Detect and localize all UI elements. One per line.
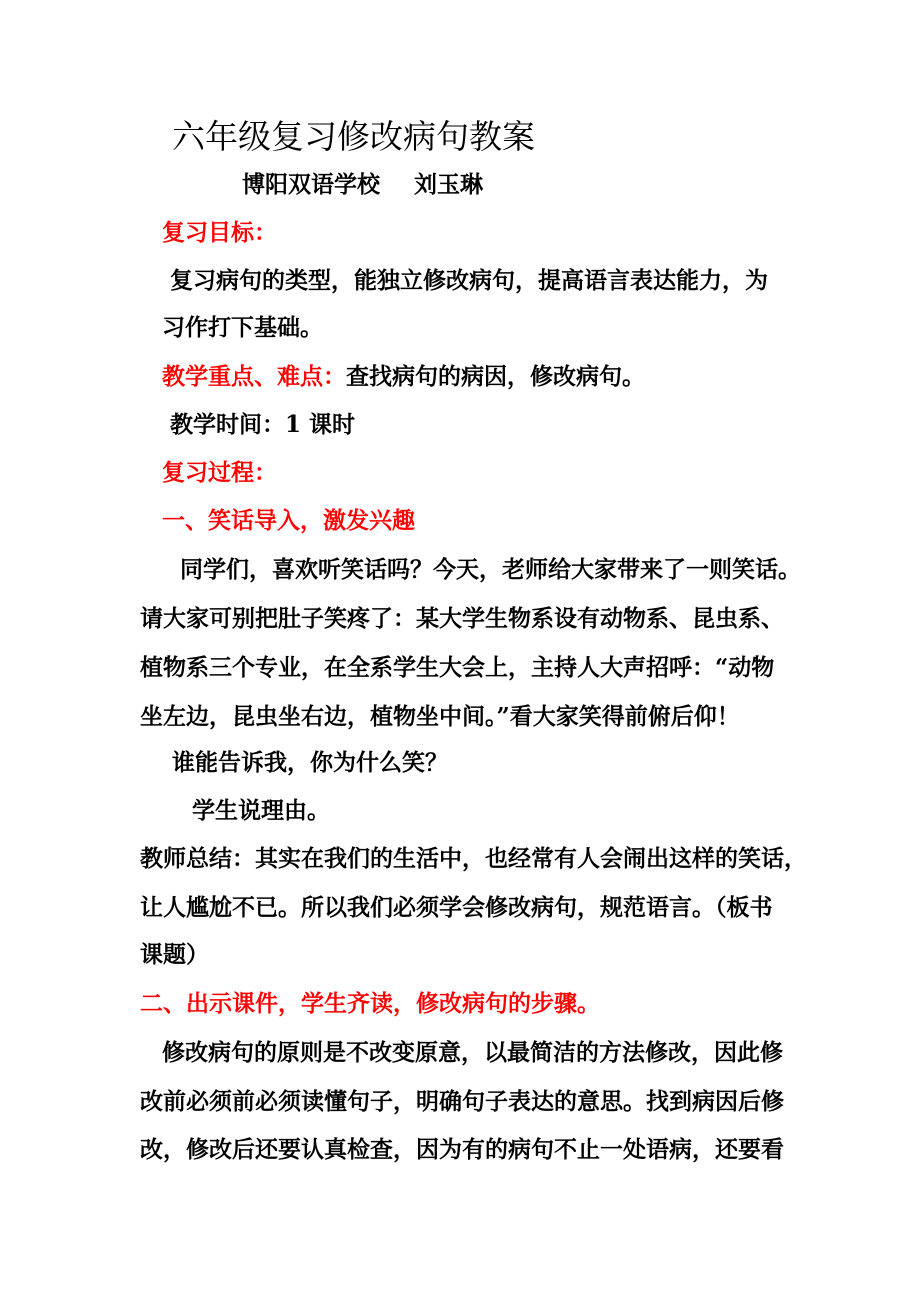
section1-heading: 一、笑话导入，激发兴趣 (162, 507, 415, 534)
goal-text-line: 复习病句的类型，能独立修改病句，提高语言表达能力，为 (170, 267, 768, 294)
teaching-time: 教学时间：1 课时 (170, 411, 356, 438)
section2-paragraph-line: 修改病句的原则是不改变原意，以最简洁的方法修改，因此修 (162, 1039, 783, 1066)
process-heading: 复习过程： (162, 459, 277, 486)
teacher-summary-line: 教师总结：其实在我们的生活中，也经常有人会闹出这样的笑话， (140, 845, 807, 872)
author-line (242, 170, 483, 200)
section2-paragraph-line: 改，修改后还要认真检查，因为有的病句不止一处语病，还要看 (140, 1136, 784, 1163)
author-name: 刘玉琳 (414, 171, 483, 198)
key-points-label: 教学重点、难点： (162, 363, 346, 390)
section1-paragraph-line: 同学们，喜欢听笑话吗？今天，老师给大家带来了一则笑话。 (180, 556, 801, 583)
teacher-summary-line: 课题） (140, 941, 209, 968)
section2-paragraph-line: 改前必须前必须读懂句子，明确句子表达的意思。找到病因后修 (140, 1088, 784, 1115)
section1-paragraph-line: 坐左边，昆虫坐右边，植物坐中间。”看大家笑得前俯后仰！ (140, 703, 740, 730)
section1-paragraph-line: 请大家可别把肚子笑疼了：某大学生物系设有动物系、昆虫系、 (140, 605, 784, 632)
student-response: 学生说理由。 (192, 797, 330, 824)
goal-heading: 复习目标： (162, 219, 277, 246)
goal-text-line: 习作打下基础。 (162, 314, 323, 341)
key-points-text: 查找病句的病因，修改病句。 (346, 363, 645, 390)
teacher-summary-line: 让人尴尬不已。所以我们必须学会修改病句，规范语言。（板书 (140, 894, 773, 921)
teacher-question: 谁能告诉我，你为什么笑？ (172, 749, 448, 776)
key-points (162, 362, 645, 392)
document-title: 六年级复习修改病句教案 (172, 117, 535, 156)
section1-paragraph-line: 植物系三个专业，在全系学生大会上，主持人大声招呼：“动物 (140, 654, 775, 681)
section2-heading: 二、出示课件，学生齐读，修改病句的步骤。 (140, 990, 600, 1017)
school-name: 博阳双语学校 (242, 171, 380, 198)
